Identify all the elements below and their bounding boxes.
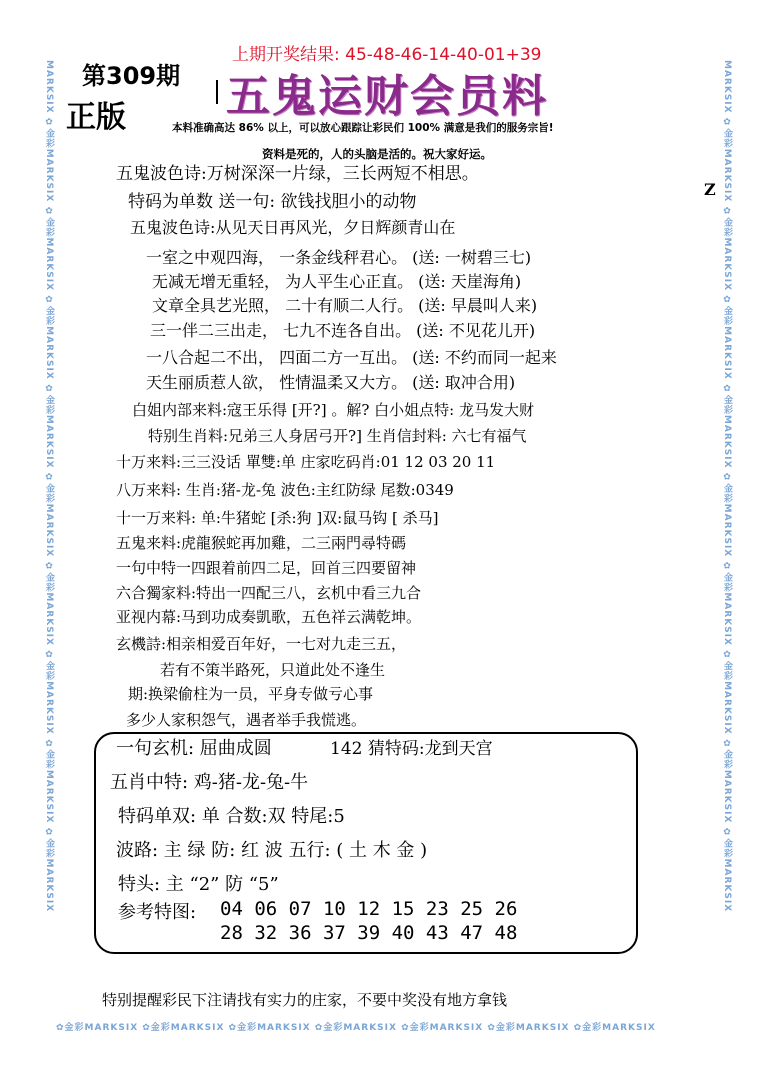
accuracy-motto: 本料准确高达 86% 以上，可以放心跟踪让彩民们 100% 满意是我们的服务宗旨! xyxy=(172,122,554,134)
box-head: 特头: 主 “2” 防 “5” xyxy=(118,874,279,895)
line-poem-2: 无减无增无重轻， 为人平生心正直。 (送: 天崖海角) xyxy=(152,272,522,291)
line-110k: 十一万来料: 单:牛猪蛇 [杀:狗 ]双:鼠马钩 [ 杀马] xyxy=(116,509,439,527)
line-xuanji-poem-2: 若有不策半路死，只道此处不逢生 xyxy=(160,661,386,679)
line-wave-poem-2: 五鬼波色诗:从见天日再风光，夕日辉颜青山在 xyxy=(130,218,456,237)
side-mark: Z xyxy=(704,180,716,199)
footer-reminder: 特别提醒彩民下注请找有实力的庄家，不要中奖没有地方拿钱 xyxy=(102,991,508,1009)
page-title: 五鬼运财会员料 xyxy=(226,71,548,122)
bottom-border-watermark: ✿金彩MARKSIX ✿金彩MARKSIX ✿金彩MARKSIX ✿金彩MARKSIX ✿金彩MARKSIX ✿金彩MARKSIX ✿金彩MARKSIX xyxy=(56,1023,656,1033)
box-xuanji: 一句玄机: 屈曲成圆 xyxy=(116,738,272,759)
line-atv: 亚视内幕:马到功成奏凱歌，五色祥云满乾坤。 xyxy=(116,608,422,626)
last-result: 上期开奖结果: 45-48-46-14-40-01+39 xyxy=(232,45,542,65)
line-liuhe: 六合獨家料:特出一四配三八，玄机中看三九合 xyxy=(116,584,422,602)
line-poem-4: 三一伴二三出走， 七九不连各自出。 (送: 不见花儿开) xyxy=(150,321,536,340)
line-baijie: 白姐内部来料:寇王乐得 [开?] 。解? 白小姐点特: 龙马发大财 xyxy=(132,401,534,419)
right-border-watermark: MARKSIX ✿金彩MARKSIX ✿金彩MARKSIX ✿金彩MARKSIX ✿金彩MARKSIX ✿金彩MARKSIX ✿金彩MARKSIX ✿金彩MARKSIX ✿金彩MARKSIX ✿金彩MARKSIX xyxy=(722,60,732,913)
line-100k: 十万来料:三三没话 單雙:单 庄家吃码肖:01 12 03 20 11 xyxy=(116,453,496,471)
line-special-zodiac: 特别生肖料:兄弟三人身居弓开?] 生肖信封料: 六七有福气 xyxy=(148,427,527,445)
line-odd-number: 特码为单数 送一句: 欲钱找胆小的动物 xyxy=(128,192,417,212)
left-border-watermark: MARKSIX ✿金彩MARKSIX ✿金彩MARKSIX ✿金彩MARKSIX ✿金彩MARKSIX ✿金彩MARKSIX ✿金彩MARKSIX ✿金彩MARKSIX ✿金彩MARKSIX ✿金彩MARKSIX xyxy=(44,60,54,913)
edition-label: 正版 xyxy=(66,100,126,135)
box-five-zodiac: 五肖中特: 鸡-猪-龙-兔-牛 xyxy=(110,772,309,793)
issue-number: 第309期 xyxy=(82,62,181,90)
luck-motto: 资料是死的，人的头脑是活的。祝大家好运。 xyxy=(262,147,492,161)
line-80k: 八万来料: 生肖:猪-龙-兔 波色:主红防绿 尾数:0349 xyxy=(116,481,454,499)
box-guess: 142 猜特码:龙到天宫 xyxy=(330,739,493,759)
line-poem-5: 一八合起二不出， 四面二方一互出。 (送: 不约而同一起来 xyxy=(146,348,557,367)
box-odd-even: 特码单双: 单 合数:双 特尾:5 xyxy=(118,806,345,827)
line-wave-poem-1: 五鬼波色诗:万树深深一片绿，三长两短不相思。 xyxy=(116,164,479,184)
line-five-ghost: 五鬼来料:虎龍猴蛇再加雞，二三兩門尋特碼 xyxy=(116,534,407,552)
line-poem-3: 文章全具艺光照， 二十有顺二人行。 (送: 早晨叫人来) xyxy=(152,296,538,315)
line-xuanji-poem-3: 期:换梁偷柱为一员，平身专做亏心事 xyxy=(128,685,374,703)
title-divider xyxy=(216,80,218,104)
line-one-sentence: 一句中特一四跟着前四二足，回首三四要留神 xyxy=(116,559,417,577)
box-ref-row-1: 04 06 07 10 12 15 23 25 26 xyxy=(220,898,518,920)
line-xuanji-poem-1: 玄機詩:相亲相爱百年好，一七对九走三五， xyxy=(116,635,407,653)
box-ref-label: 参考特图: xyxy=(118,902,197,923)
line-poem-1: 一室之中观四海， 一条金线秤君心。 (送: 一树碧三七) xyxy=(146,248,532,267)
box-wave: 波路: 主 绿 防: 红 波 五行: ( 土 木 金 ) xyxy=(116,840,428,861)
line-poem-6: 天生丽质惹人欲， 性情温柔又大方。 (送: 取冲合用) xyxy=(146,373,516,392)
line-xuanji-poem-4: 多少人家积怨气，遇者举手我慌逃。 xyxy=(126,711,367,729)
box-ref-row-2: 28 32 36 37 39 40 43 47 48 xyxy=(220,922,518,944)
